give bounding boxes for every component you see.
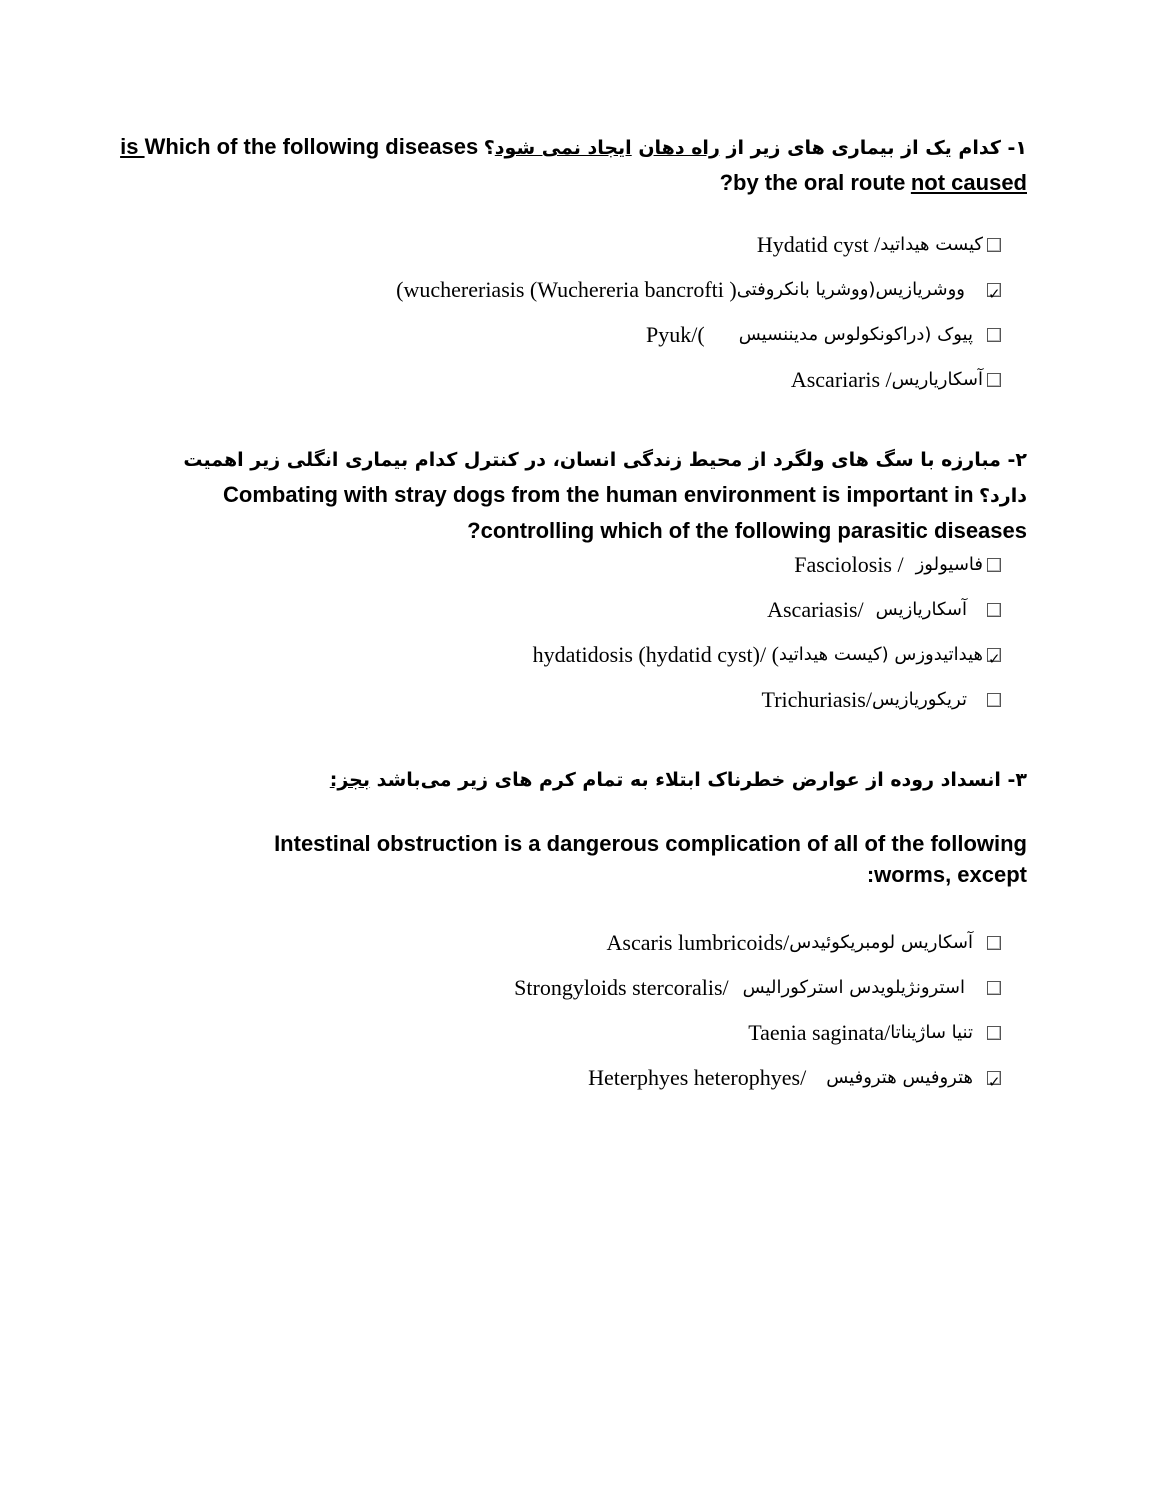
q1-option-1[interactable]: Hydatid cyst / کیست هیداتید [757,230,1001,260]
q1-fa-text: ۱- کدام یک از بیماری های زیر از راه دهان ایجاد نمی شود؟ [483,137,1027,159]
checkbox-checked-icon[interactable] [987,283,1001,297]
q3-option-3[interactable]: Taenia saginata/ تنیا ساژیناتا [748,1018,1001,1048]
checkbox-icon[interactable] [987,936,1001,950]
checkbox-icon[interactable] [987,981,1001,995]
q3-option-2[interactable]: Strongyloids stercoralis/ استرونژیلویدس استرکورالیس [514,973,1001,1003]
checkbox-icon[interactable] [987,1026,1001,1040]
q3-option-4[interactable]: Heterphyes heterophyes/ هتروفیس هتروفیس ✓ [588,1063,1001,1093]
q2-heading-line2: Combating with stray dogs from the human environment is important in دارد؟ [223,482,1027,507]
checkbox-checked-icon[interactable] [987,648,1001,662]
q1-en-text: Which of the following diseases [144,134,479,159]
q3-heading-line3: :worms, except [866,862,1027,887]
q1-option-4[interactable]: Ascariaris / آسکاریاریس [791,365,1001,395]
q1-en-underlined: is [120,134,145,159]
checkbox-checked-icon[interactable] [987,1071,1001,1085]
checkbox-icon[interactable] [987,238,1001,252]
q2-option-4[interactable]: Trichuriasis/ تریکوریازیس [762,685,1001,715]
q1-option-3[interactable]: Pyuk/( پیوک (دراکونکولوس مدیننسیس [646,320,1001,350]
q2-option-2[interactable]: Ascariasis/ آسکاریازیس [767,595,1001,625]
q1-heading-line1 [120,132,1027,163]
q3-heading-line1: ۳- انسداد روده از عوارض خطرناک ابتلاء به تمام کرم های زیر می‌باشد بجز: [329,769,1027,791]
q2-heading-line1: ۲- مبارزه با سگ های ولگرد از محیط زندگی انسان، در کنترل کدام بیماری انگلی زیر اهمیت [183,449,1027,471]
q3-heading-line2: Intestinal obstruction is a dangerous complication of all of the following [274,831,1027,856]
q2-heading-line3: ?controlling which of the following parasitic diseases [467,518,1027,543]
checkbox-icon[interactable] [987,603,1001,617]
checkbox-icon[interactable] [987,373,1001,387]
checkbox-icon[interactable] [987,558,1001,572]
q1-heading-line2: ?by the oral route not caused [719,170,1027,195]
q1-option-2[interactable]: (wuchereriasis (Wuchereria bancrofti ) ووشریازیس(ووشریا بانکروفتی ✓ [396,275,1001,305]
q2-option-1[interactable]: Fasciolosis / فاسیولوز [794,550,1001,580]
checkbox-icon[interactable] [987,693,1001,707]
checkbox-icon[interactable] [987,328,1001,342]
q3-option-1[interactable]: Ascaris lumbricoids/ آسکاریس لومبریکوئیدس [607,928,1001,958]
q2-option-3[interactable]: hydatidosis (hydatid cyst)/ ( هیداتیدوزس (کیست هیداتید ✓ [533,640,1001,670]
